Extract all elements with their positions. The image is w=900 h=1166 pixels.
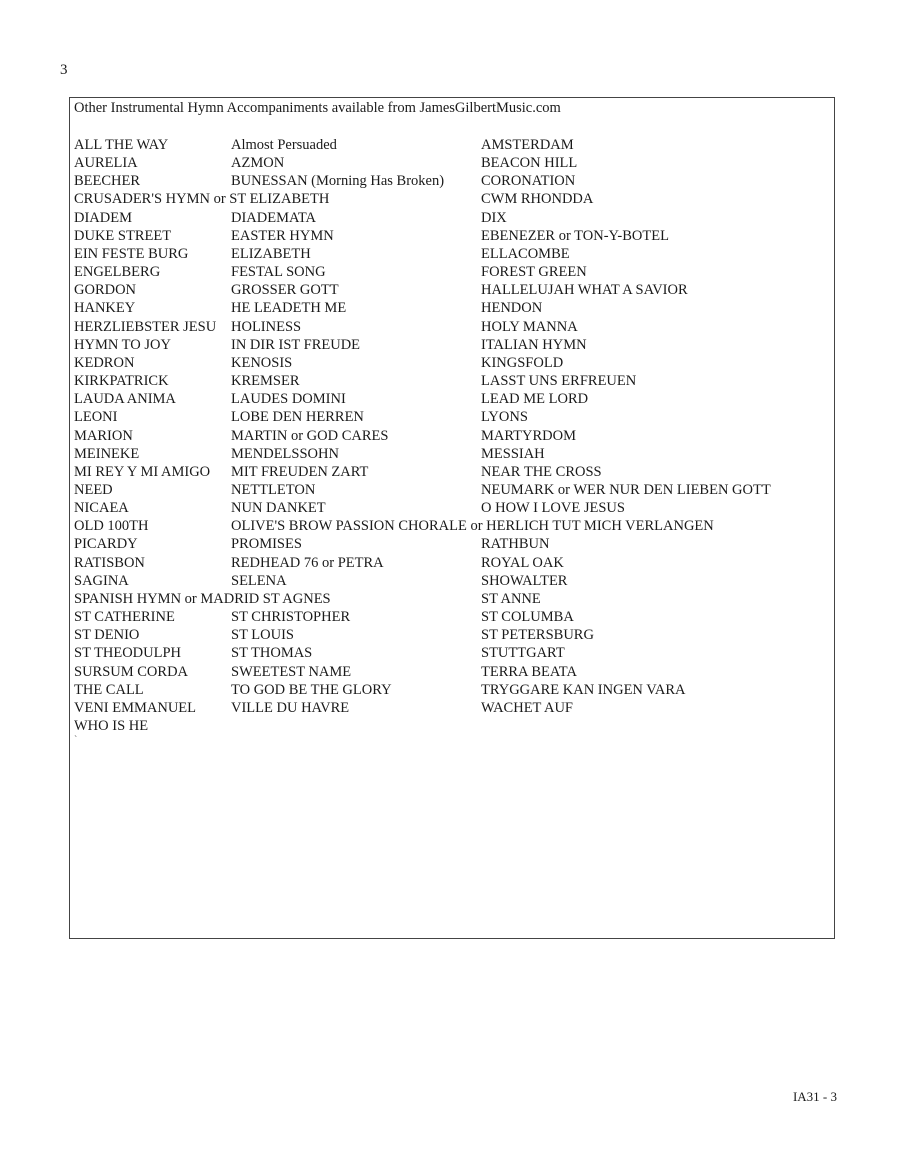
hymn-name: CRUSADER'S HYMN or ST ELIZABETH [74,191,330,208]
hymn-name: MIT FREUDEN ZART [231,463,369,480]
hymn-row [74,608,834,626]
hymn-row [74,517,834,535]
hymn-row [74,281,834,299]
hymn-row [74,209,834,227]
hymn-name: KREMSER [231,373,300,390]
hymn-name: WHO IS HE [74,718,149,734]
hymn-name: MARTIN or GOD CARES [231,427,389,444]
hymn-name: REDHEAD 76 or PETRA [231,554,384,571]
hymn-row [74,554,834,572]
hymn-name: LYONS [481,409,528,426]
hymn-name: LASST UNS ERFREUEN [481,373,637,390]
hymn-name: NICAEA [74,500,129,517]
hymn-name: BEACON HILL [481,155,578,172]
hymn-name: IN DIR IST FREUDE [231,336,361,353]
hymn-name: LAUDES DOMINI [231,391,346,408]
stray-mark: ` [74,735,78,746]
hymn-row [74,644,834,662]
hymn-row [74,535,834,553]
hymn-name: SELENA [231,572,287,589]
hymn-name: MARTYRDOM [481,427,577,444]
hymn-row [74,681,834,699]
hymn-name: LEONI [74,409,118,426]
hymn-name: ALL THE WAY [74,137,169,153]
hymn-name: OLD 100TH [74,518,149,535]
hymn-row [74,408,834,426]
hymn-name: ST THEODULPH [74,645,182,662]
footer-code: IA31 - 3 [792,1089,837,1104]
hymn-name: EIN FESTE BURG [74,245,189,262]
hymn-name: ST PETERSBURG [481,627,594,644]
hymn-name: HANKEY [74,300,136,317]
hymn-name: SPANISH HYMN or MADRID ST AGNES [74,590,331,607]
hymn-name: MEINEKE [74,445,140,462]
hymn-name: SHOWALTER [481,572,568,589]
hymn-name: NETTLETON [231,481,316,498]
hymn-name: ENGELBERG [74,264,161,281]
hymn-name: NEAR THE CROSS [481,463,602,480]
hymn-name: TRYGGARE KAN INGEN VARA [481,681,686,698]
hymn-name: DIADEMATA [231,209,317,226]
hymn-name: MARION [74,427,133,444]
hymn-name: NEED [74,481,113,498]
hymn-name: ELIZABETH [231,245,311,262]
hymn-name: OLIVE'S BROW PASSION CHORALE or HERLICH TUT MICH VERLANGEN [231,518,714,535]
hymn-row [74,427,834,445]
hymn-name: MESSIAH [481,445,545,462]
hymn-name: RATISBON [74,554,145,571]
hymn-name: ST CHRISTOPHER [231,609,351,626]
hymn-name: ST COLUMBA [481,609,574,626]
hymn-name: STUTTGART [481,645,565,662]
hymn-name: PICARDY [74,536,138,553]
hymn-name: ST CATHERINE [74,609,175,626]
hymn-name: SWEETEST NAME [231,663,352,680]
hymn-name: HENDON [481,300,543,317]
hymn-name: SURSUM CORDA [74,663,189,680]
hymn-row [74,227,834,245]
hymn-row [74,154,834,172]
hymn-name: HE LEADETH ME [231,300,347,317]
hymn-row [74,318,834,336]
hymn-name: THE CALL [74,681,144,698]
hymn-name: LAUDA ANIMA [74,391,176,408]
hymn-name: HERZLIEBSTER JESU [74,318,217,335]
hymn-name: PROMISES [231,536,302,553]
hymn-row [74,463,834,481]
hymn-name: HOLY MANNA [481,318,578,335]
hymn-name: CWM RHONDDA [481,191,594,208]
hymn-name: LEAD ME LORD [481,391,589,408]
hymn-name: Almost Persuaded [231,137,337,153]
hymn-name: DIX [481,209,507,226]
hymn-name: HYMN TO JOY [74,336,171,353]
hymn-name: EBENEZER or TON-Y-BOTEL [481,227,669,244]
hymn-name: TERRA BEATA [481,663,577,680]
hymn-row [74,626,834,644]
hymn-list-box [69,97,835,939]
hymn-name: ST THOMAS [231,645,313,662]
hymn-row [74,663,834,681]
hymn-name: AURELIA [74,155,138,172]
hymn-name: RATHBUN [481,536,550,553]
hymn-name: LOBE DEN HERREN [231,409,364,426]
hymn-name: ST ANNE [481,590,541,607]
hymn-name: VENI EMMANUEL [74,699,197,716]
hymn-name: O HOW I LOVE JESUS [481,500,625,517]
hymn-row [74,172,834,190]
hymn-row [74,354,834,372]
hymn-name: MENDELSSOHN [231,445,339,462]
hymn-row [74,390,834,408]
hymn-name: KINGSFOLD [481,354,564,371]
hymn-name: SAGINA [74,572,129,589]
hymn-row [74,717,834,735]
hymn-name: DIADEM [74,209,132,226]
hymn-name: MI REY Y MI AMIGO [74,463,211,480]
hymn-name: AZMON [231,155,285,172]
hymn-row [74,481,834,499]
hymn-name: BEECHER [74,173,141,190]
hymn-row [74,572,834,590]
page-number: 3 [60,62,68,78]
hymn-row [74,136,834,154]
hymn-name: KIRKPATRICK [74,373,169,390]
hymn-name: BUNESSAN (Morning Has Broken) [231,173,445,190]
hymn-name: KENOSIS [231,354,293,371]
hymn-name: ST LOUIS [231,627,294,644]
hymn-name: GROSSER GOTT [231,282,339,299]
hymn-name: FESTAL SONG [231,264,326,281]
hymn-name: ELLACOMBE [481,245,570,262]
box-heading: Other Instrumental Hymn Accompaniments available from JamesGilbertMusic.com [74,100,561,116]
hymn-row [74,299,834,317]
hymn-name: TO GOD BE THE GLORY [231,681,392,698]
hymn-row [74,190,834,208]
hymn-name: NUN DANKET [231,500,326,517]
hymn-list [74,136,834,735]
hymn-name: CORONATION [481,173,576,190]
hymn-row [74,590,834,608]
hymn-row [74,245,834,263]
hymn-row [74,699,834,717]
hymn-name: ITALIAN HYMN [481,336,587,353]
hymn-name: EASTER HYMN [231,227,334,244]
hymn-row [74,445,834,463]
hymn-row [74,499,834,517]
hymn-name: WACHET AUF [481,699,573,716]
hymn-name: KEDRON [74,354,135,371]
hymn-name: ST DENIO [74,627,140,644]
hymn-name: FOREST GREEN [481,264,587,281]
hymn-name: DUKE STREET [74,227,172,244]
hymn-name: ROYAL OAK [481,554,564,571]
hymn-name: AMSTERDAM [481,137,574,153]
hymn-name: GORDON [74,282,137,299]
hymn-name: NEUMARK or WER NUR DEN LIEBEN GOTT [481,481,771,498]
hymn-row [74,263,834,281]
hymn-name: VILLE DU HAVRE [231,699,350,716]
hymn-name: HOLINESS [231,318,302,335]
hymn-row [74,372,834,390]
hymn-name: HALLELUJAH WHAT A SAVIOR [481,282,688,299]
hymn-row [74,336,834,354]
